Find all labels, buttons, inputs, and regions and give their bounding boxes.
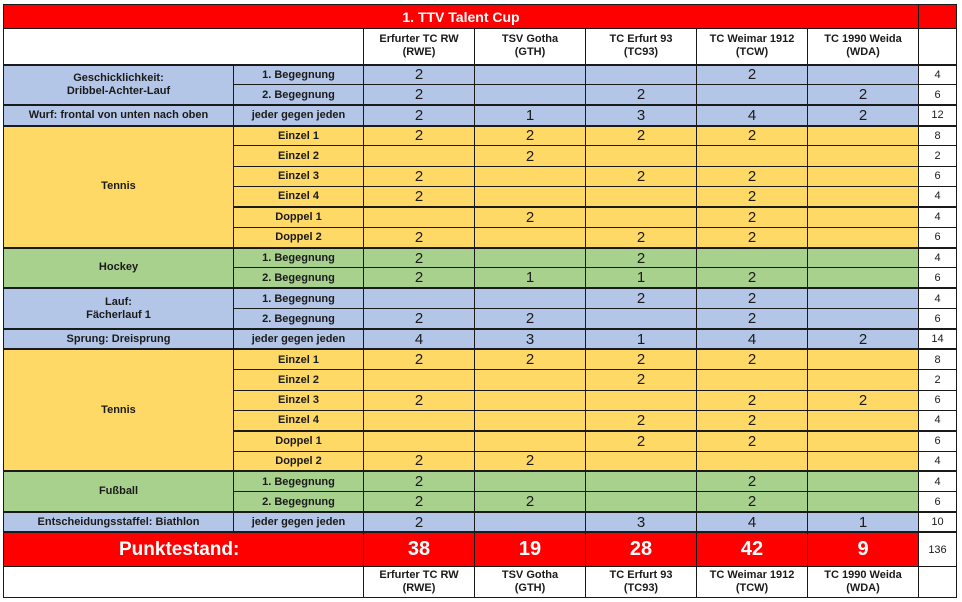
score-cell: 1: [475, 268, 586, 288]
team-name: TC Weimar 1912: [709, 568, 795, 581]
score-cell: [697, 451, 808, 471]
category-label: [4, 512, 234, 532]
subcategory-label: Doppel 2: [234, 227, 364, 247]
category-label: [4, 329, 234, 349]
score-cell: 2: [364, 471, 475, 491]
row-sum-cell: 4: [919, 288, 957, 308]
title-row: [4, 5, 957, 29]
score-cell: 1: [808, 512, 919, 532]
category-label-line: Dribbel-Achter-Lauf: [66, 84, 171, 97]
score-cell: [808, 166, 919, 186]
score-cell: [586, 65, 697, 85]
row-sum-cell: 4: [919, 451, 957, 471]
score-cell: [586, 451, 697, 471]
score-cell: [364, 370, 475, 390]
category-label: [4, 126, 234, 248]
category-label-line: Sprung: Dreisprung: [66, 332, 171, 345]
category-label: [4, 105, 234, 125]
score-cell: [808, 288, 919, 308]
score-cell: [475, 288, 586, 308]
header-sum-blank: [919, 29, 957, 65]
team-name: TC Erfurt 93: [609, 568, 673, 581]
score-cell: 2: [586, 288, 697, 308]
score-cell: 2: [697, 268, 808, 288]
table-row: [4, 512, 957, 532]
team-total-cell: 9: [808, 532, 919, 566]
header-team-1: [475, 29, 586, 65]
score-cell: 2: [364, 248, 475, 268]
subcategory-label: jeder gegen jeden: [234, 105, 364, 125]
subcategory-label: Doppel 1: [234, 207, 364, 227]
team-name: TC 1990 Weida: [824, 568, 902, 581]
score-cell: [808, 451, 919, 471]
subcategory-label: Einzel 4: [234, 410, 364, 430]
score-cell: [475, 410, 586, 430]
score-cell: [586, 471, 697, 491]
category-label-line: Lauf:: [105, 295, 132, 308]
category-label-line: Hockey: [98, 261, 139, 274]
subcategory-label: Einzel 3: [234, 390, 364, 410]
footer-team-0: [364, 566, 475, 597]
table-row: [4, 329, 957, 349]
subcategory-label: 2. Begegnung: [234, 85, 364, 105]
footer-team-4: [808, 566, 919, 597]
team-name: TC Erfurt 93: [609, 33, 673, 46]
score-cell: 2: [697, 410, 808, 430]
category-label-line: Geschicklichkeit:: [73, 71, 164, 84]
category-label: [4, 349, 234, 471]
subcategory-label: Einzel 2: [234, 146, 364, 166]
row-sum-cell: 6: [919, 390, 957, 410]
score-cell: [808, 431, 919, 451]
row-sum-cell: 6: [919, 85, 957, 105]
score-cell: 2: [586, 370, 697, 390]
score-cell: 2: [697, 431, 808, 451]
row-sum-cell: 6: [919, 268, 957, 288]
category-label-line: Fußball: [98, 485, 139, 498]
category-label: [4, 65, 234, 106]
score-cell: 2: [697, 187, 808, 207]
footer-team-2: [586, 566, 697, 597]
score-cell: 2: [697, 492, 808, 512]
score-cell: 2: [586, 248, 697, 268]
table-row: [4, 248, 957, 268]
team-name: TSV Gotha: [501, 568, 559, 581]
score-cell: [586, 492, 697, 512]
footer-team-3: [697, 566, 808, 597]
footer-header-row: [4, 566, 957, 597]
team-abbr: (GTH): [514, 581, 546, 594]
score-cell: [364, 146, 475, 166]
row-sum-cell: 4: [919, 65, 957, 85]
score-cell: [586, 187, 697, 207]
subcategory-label: 1. Begegnung: [234, 248, 364, 268]
score-cell: 2: [364, 512, 475, 532]
team-name: Erfurter TC RW: [379, 33, 459, 46]
score-cell: 2: [808, 85, 919, 105]
subcategory-label: 2. Begegnung: [234, 268, 364, 288]
subcategory-label: 1. Begegnung: [234, 471, 364, 491]
score-cell: [808, 187, 919, 207]
row-sum-cell: 6: [919, 227, 957, 247]
score-cell: 2: [475, 146, 586, 166]
category-label-line: Fächerlauf 1: [86, 308, 151, 321]
title-corner-cell: [919, 5, 957, 29]
team-abbr: (WDA): [846, 46, 880, 59]
score-cell: [808, 309, 919, 329]
score-cell: 4: [697, 105, 808, 125]
row-sum-cell: 4: [919, 248, 957, 268]
row-sum-cell: 12: [919, 105, 957, 125]
score-cell: 4: [364, 329, 475, 349]
header-team-0: [364, 29, 475, 65]
score-cell: [475, 431, 586, 451]
score-cell: 2: [697, 65, 808, 85]
subcategory-label: 2. Begegnung: [234, 309, 364, 329]
table-row: [4, 471, 957, 491]
team-abbr: (TCW): [735, 46, 769, 59]
subcategory-label: jeder gegen jeden: [234, 512, 364, 532]
score-cell: 2: [364, 187, 475, 207]
subcategory-label: Einzel 1: [234, 126, 364, 146]
score-cell: 2: [364, 349, 475, 369]
score-cell: [364, 207, 475, 227]
score-cell: 2: [586, 227, 697, 247]
score-cell: [808, 471, 919, 491]
subcategory-label: Einzel 2: [234, 370, 364, 390]
score-cell: [475, 471, 586, 491]
row-sum-cell: 8: [919, 126, 957, 146]
score-table: [3, 4, 957, 598]
score-cell: 2: [697, 166, 808, 186]
score-cell: [475, 65, 586, 85]
score-cell: [586, 390, 697, 410]
score-cell: [364, 288, 475, 308]
team-total-cell: 19: [475, 532, 586, 566]
team-abbr: (WDA): [846, 581, 880, 594]
header-team-3: [697, 29, 808, 65]
category-label: [4, 248, 234, 289]
totals-row: [4, 532, 957, 566]
footer-team-1: [475, 566, 586, 597]
row-sum-cell: 4: [919, 410, 957, 430]
score-cell: [808, 65, 919, 85]
score-cell: [808, 248, 919, 268]
score-table-body: [4, 5, 957, 598]
score-cell: 2: [364, 126, 475, 146]
table-title: 1. TTV Talent Cup: [4, 5, 919, 29]
score-cell: 2: [586, 166, 697, 186]
score-cell: 2: [364, 166, 475, 186]
category-label: [4, 471, 234, 512]
score-cell: [808, 126, 919, 146]
table-row: [4, 65, 957, 85]
row-sum-cell: 4: [919, 187, 957, 207]
team-abbr: (TC93): [623, 46, 659, 59]
score-cell: 2: [364, 268, 475, 288]
score-cell: 2: [364, 105, 475, 125]
subcategory-label: jeder gegen jeden: [234, 329, 364, 349]
score-cell: [475, 390, 586, 410]
score-cell: 1: [586, 268, 697, 288]
category-label: [4, 288, 234, 329]
score-cell: 4: [697, 512, 808, 532]
subcategory-label: Doppel 1: [234, 431, 364, 451]
score-cell: 2: [475, 492, 586, 512]
score-cell: 2: [697, 349, 808, 369]
score-cell: 4: [697, 329, 808, 349]
category-label-line: Wurf: frontal von unten nach oben: [28, 108, 209, 121]
score-cell: 2: [364, 65, 475, 85]
row-sum-cell: 10: [919, 512, 957, 532]
score-cell: [475, 166, 586, 186]
score-cell: 2: [586, 85, 697, 105]
score-cell: 2: [364, 451, 475, 471]
score-cell: 2: [586, 431, 697, 451]
subcategory-label: 1. Begegnung: [234, 288, 364, 308]
team-abbr: (TCW): [735, 581, 769, 594]
score-cell: 2: [697, 471, 808, 491]
table-row: [4, 105, 957, 125]
score-cell: [808, 410, 919, 430]
score-cell: [475, 370, 586, 390]
score-cell: 3: [475, 329, 586, 349]
score-cell: 2: [586, 349, 697, 369]
team-name: TSV Gotha: [501, 33, 559, 46]
row-sum-cell: 6: [919, 309, 957, 329]
row-sum-cell: 6: [919, 431, 957, 451]
team-abbr: (GTH): [514, 46, 546, 59]
header-team-4: [808, 29, 919, 65]
score-cell: 2: [697, 126, 808, 146]
score-cell: 2: [475, 451, 586, 471]
score-cell: 2: [697, 390, 808, 410]
team-total-cell: 38: [364, 532, 475, 566]
score-cell: 3: [586, 105, 697, 125]
score-cell: 2: [697, 309, 808, 329]
row-sum-cell: 6: [919, 166, 957, 186]
score-cell: [475, 85, 586, 105]
team-name: TC 1990 Weida: [824, 33, 902, 46]
row-sum-cell: 8: [919, 349, 957, 369]
category-label-line: Entscheidungsstaffel: Biathlon: [37, 515, 200, 528]
footer-blank-cell: [4, 566, 364, 597]
score-cell: [808, 207, 919, 227]
score-cell: [808, 370, 919, 390]
subcategory-label: 2. Begegnung: [234, 492, 364, 512]
score-cell: 2: [475, 126, 586, 146]
score-cell: [586, 207, 697, 227]
score-cell: 1: [586, 329, 697, 349]
score-cell: 2: [808, 105, 919, 125]
score-cell: 2: [586, 126, 697, 146]
table-row: [4, 349, 957, 369]
score-cell: [364, 431, 475, 451]
team-name: TC Weimar 1912: [709, 33, 795, 46]
team-abbr: (TC93): [623, 581, 659, 594]
score-cell: [586, 146, 697, 166]
team-total-cell: 28: [586, 532, 697, 566]
score-cell: 2: [475, 309, 586, 329]
score-cell: [475, 248, 586, 268]
score-cell: 2: [808, 329, 919, 349]
subcategory-label: Einzel 1: [234, 349, 364, 369]
row-sum-cell: 6: [919, 492, 957, 512]
score-cell: 2: [697, 227, 808, 247]
score-cell: [808, 349, 919, 369]
score-cell: 1: [475, 105, 586, 125]
score-cell: 2: [364, 85, 475, 105]
score-cell: [475, 187, 586, 207]
subcategory-label: Einzel 4: [234, 187, 364, 207]
score-cell: 2: [475, 349, 586, 369]
header-blank-cell: [4, 29, 364, 65]
table-row: [4, 126, 957, 146]
header-team-2: [586, 29, 697, 65]
totals-label: Punktestand:: [4, 532, 364, 566]
score-cell: 2: [364, 492, 475, 512]
score-cell: 2: [586, 410, 697, 430]
score-cell: 3: [586, 512, 697, 532]
score-cell: [475, 512, 586, 532]
row-sum-cell: 14: [919, 329, 957, 349]
team-name: Erfurter TC RW: [379, 568, 459, 581]
score-cell: [697, 85, 808, 105]
score-cell: [808, 492, 919, 512]
category-label-line: Tennis: [101, 180, 136, 193]
row-sum-cell: 2: [919, 146, 957, 166]
category-label-line: Tennis: [101, 403, 136, 416]
subcategory-label: 1. Begegnung: [234, 65, 364, 85]
score-cell: [697, 146, 808, 166]
row-sum-cell: 4: [919, 207, 957, 227]
score-cell: [697, 370, 808, 390]
score-cell: [697, 248, 808, 268]
score-cell: [808, 146, 919, 166]
score-cell: 2: [808, 390, 919, 410]
team-abbr: (RWE): [402, 46, 436, 59]
score-cell: [586, 309, 697, 329]
row-sum-cell: 2: [919, 370, 957, 390]
grand-total-cell: 136: [919, 532, 957, 566]
score-cell: 2: [697, 207, 808, 227]
score-cell: 2: [364, 390, 475, 410]
subcategory-label: Doppel 2: [234, 451, 364, 471]
score-cell: [475, 227, 586, 247]
header-row: [4, 29, 957, 65]
row-sum-cell: 4: [919, 471, 957, 491]
subcategory-label: Einzel 3: [234, 166, 364, 186]
score-cell: [808, 227, 919, 247]
score-cell: 2: [364, 309, 475, 329]
table-row: [4, 288, 957, 308]
score-cell: [364, 410, 475, 430]
footer-sum-blank: [919, 566, 957, 597]
team-abbr: (RWE): [402, 581, 436, 594]
score-cell: [808, 268, 919, 288]
team-total-cell: 42: [697, 532, 808, 566]
score-cell: 2: [697, 288, 808, 308]
score-cell: 2: [475, 207, 586, 227]
score-cell: 2: [364, 227, 475, 247]
